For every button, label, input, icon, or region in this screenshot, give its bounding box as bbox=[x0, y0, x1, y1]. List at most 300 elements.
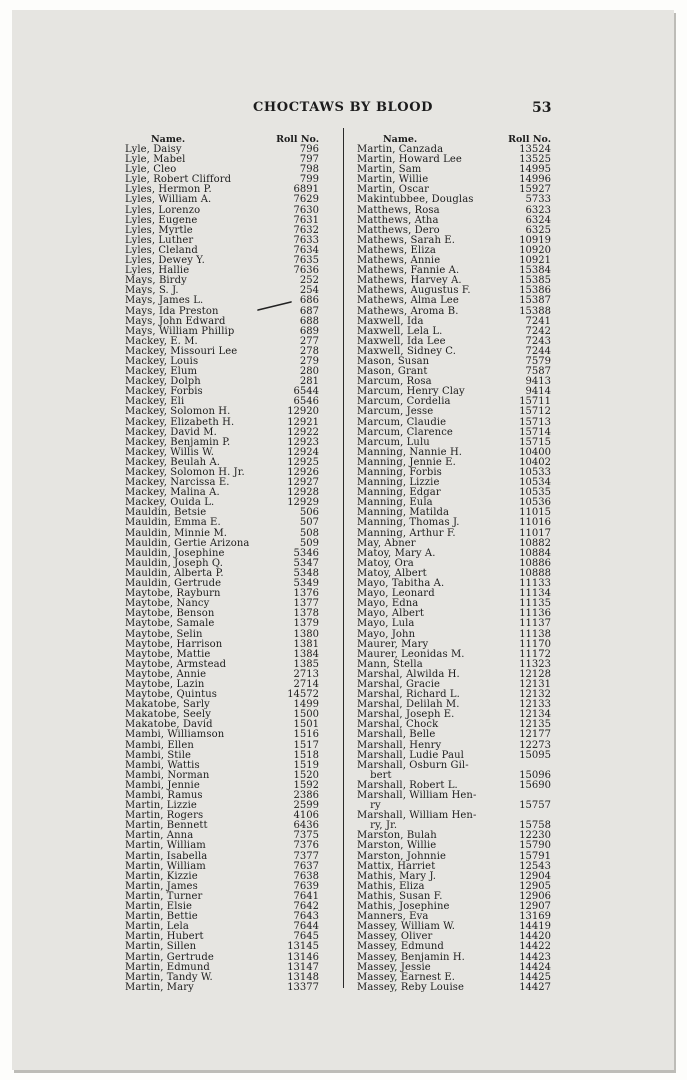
entry-roll-number: 7644 bbox=[293, 921, 319, 933]
entry-name: Mauldin, Minnie M. bbox=[125, 527, 228, 539]
entry-roll-number: 15690 bbox=[519, 779, 551, 791]
entry-name: Mays, Birdy bbox=[125, 275, 187, 287]
entry-name: Manning, Jennie E. bbox=[357, 456, 456, 468]
entry-name: Mays, William Phillip bbox=[125, 325, 235, 337]
entry-name: Marshall, William Hen- bbox=[357, 810, 477, 822]
entry-name: Martin, William bbox=[125, 860, 206, 872]
entry-name: Lyle, Mabel bbox=[125, 154, 186, 166]
entry-name: Marston, Willie bbox=[357, 840, 437, 852]
entry-roll-number: 12134 bbox=[519, 709, 551, 721]
entry-roll-number: 15757 bbox=[519, 800, 551, 812]
entry-roll-number: 15385 bbox=[519, 275, 551, 287]
entry-roll-number: 280 bbox=[299, 366, 319, 378]
entry-name: Mays, S. J. bbox=[125, 285, 179, 297]
entry-roll-number: 7636 bbox=[293, 265, 319, 277]
entry-roll-number: 12928 bbox=[287, 487, 319, 499]
entry-roll-number: 12135 bbox=[519, 719, 551, 731]
roll-entry bbox=[125, 983, 319, 993]
entry-name: Mauldin, Alberta P. bbox=[125, 567, 224, 579]
entry-roll-number: 10882 bbox=[519, 537, 551, 549]
entry-roll-number: 12907 bbox=[519, 901, 551, 913]
entry-roll-number: 13146 bbox=[287, 951, 319, 963]
entry-name: Manning, Nannie H. bbox=[357, 446, 463, 458]
roll-entry bbox=[125, 296, 319, 306]
entry-name: Mackey, Eli bbox=[125, 396, 185, 408]
entry-roll-number: 14425 bbox=[519, 971, 551, 983]
entry-roll-number: 12922 bbox=[287, 426, 319, 438]
entry-roll-number: 14420 bbox=[519, 931, 551, 943]
entry-roll-number: 10402 bbox=[519, 456, 551, 468]
entry-roll-number: 5347 bbox=[293, 557, 319, 569]
entry-roll-number: 12906 bbox=[519, 890, 551, 902]
entry-roll-number: 11138 bbox=[519, 628, 551, 640]
roll-header: Roll No. bbox=[508, 134, 551, 145]
entry-name: Marcum, Lulu bbox=[357, 436, 430, 448]
entry-name: Marshal, Alwilda H. bbox=[357, 668, 460, 680]
entry-name: Martin, Gertrude bbox=[125, 951, 214, 963]
entry-name: Massey, William W. bbox=[357, 921, 456, 933]
entry-roll-number: 687 bbox=[299, 305, 319, 317]
entry-roll-number: 10920 bbox=[519, 244, 551, 256]
entry-roll-number: 12128 bbox=[519, 668, 551, 680]
entry-name: Mayo, Albert bbox=[357, 608, 424, 620]
entry-name: Manners, Eva bbox=[357, 911, 429, 923]
entry-name: Maytobe, Rayburn bbox=[125, 588, 221, 600]
entry-roll-number: 12927 bbox=[287, 477, 319, 489]
entry-name: bert bbox=[357, 769, 392, 781]
entry-roll-number: 7635 bbox=[293, 255, 319, 267]
entry-roll-number: 278 bbox=[299, 345, 319, 357]
entry-name: Mackey, Missouri Lee bbox=[125, 345, 238, 357]
entry-roll-number: 14424 bbox=[519, 961, 551, 973]
entry-roll-number: 506 bbox=[299, 507, 319, 519]
entry-roll-number: 7375 bbox=[293, 830, 319, 842]
entry-roll-number: 14422 bbox=[519, 941, 551, 953]
entry-name: ry, Jr. bbox=[357, 820, 398, 832]
entry-roll-number: 11323 bbox=[519, 658, 551, 670]
entry-roll-number: 14419 bbox=[519, 921, 551, 933]
right-entries bbox=[357, 145, 551, 993]
entry-roll-number: 6436 bbox=[293, 820, 319, 832]
entry-name: Martin, Canzada bbox=[357, 144, 444, 155]
entry-roll-number: 15714 bbox=[519, 426, 551, 438]
entry-name: Mambi, Ramus bbox=[125, 790, 203, 801]
left-column bbox=[125, 134, 319, 993]
entry-name: Mackey, Forbis bbox=[125, 386, 203, 398]
entry-roll-number: 13147 bbox=[287, 961, 319, 973]
entry-name: Mayo, Lula bbox=[357, 618, 415, 630]
entry-name: Martin, Turner bbox=[125, 890, 203, 902]
entry-name: Mackey, Beulah A. bbox=[125, 456, 221, 468]
entry-roll-number: 797 bbox=[299, 154, 319, 166]
entry-roll-number: 15758 bbox=[519, 820, 551, 832]
entry-roll-number: 1376 bbox=[293, 588, 319, 600]
entry-name: Mayo, John bbox=[357, 628, 416, 640]
entry-roll-number: 11133 bbox=[519, 578, 551, 590]
entry-roll-number: 507 bbox=[299, 517, 319, 529]
entry-name: Mackey, Louis bbox=[125, 355, 199, 367]
entry-name: Mackey, David M. bbox=[125, 426, 217, 438]
entry-name: Martin, Anna bbox=[125, 830, 194, 842]
entry-name: Marshall, Henry bbox=[357, 739, 442, 751]
entry-roll-number: 12923 bbox=[287, 436, 319, 448]
entry-name: Maurer, Mary bbox=[357, 638, 429, 650]
entry-roll-number: 1500 bbox=[293, 709, 319, 721]
entry-roll-number: 7637 bbox=[293, 860, 319, 872]
entry-name: Mackey, Ouida L. bbox=[125, 497, 215, 509]
entry-name: Marcum, Jesse bbox=[357, 406, 434, 418]
entry-roll-number: 12926 bbox=[287, 467, 319, 478]
roll-entry bbox=[357, 296, 551, 306]
entry-roll-number: 2599 bbox=[293, 800, 319, 812]
entry-roll-number: 7632 bbox=[293, 224, 319, 236]
entry-roll-number: 14995 bbox=[519, 164, 551, 176]
entry-name: Maxwell, Sidney C. bbox=[357, 345, 456, 357]
entry-name: Martin, Hubert bbox=[125, 931, 204, 943]
entry-name: Lyles, Lorenzo bbox=[125, 204, 201, 216]
entry-roll-number: 1385 bbox=[293, 658, 319, 670]
entry-name: Mackey, Elum bbox=[125, 366, 198, 378]
entry-name: Massey, Oliver bbox=[357, 931, 433, 943]
right-column bbox=[357, 134, 551, 993]
entry-roll-number: 2386 bbox=[293, 790, 319, 801]
entry-roll-number: 9414 bbox=[525, 386, 551, 398]
entry-roll-number: 7639 bbox=[293, 880, 319, 892]
entry-name: Mauldin, Emma E. bbox=[125, 517, 221, 529]
entry-name: Martin, James bbox=[125, 880, 198, 892]
entry-roll-number: 12904 bbox=[519, 870, 551, 882]
entry-name: Martin, Lela bbox=[125, 921, 189, 933]
entry-roll-number: 2713 bbox=[293, 668, 319, 680]
entry-name: Matthews, Dero bbox=[357, 224, 440, 236]
entry-name: Mackey, Dolph bbox=[125, 376, 201, 388]
entry-name: Makatobe, David bbox=[125, 719, 213, 731]
entry-name: Marcum, Claudie bbox=[357, 416, 447, 428]
entry-name: Mackey, Malina A. bbox=[125, 487, 220, 499]
entry-roll-number: 5348 bbox=[293, 567, 319, 579]
entry-name: Mays, John Edward bbox=[125, 315, 226, 327]
entry-name: Massey, Edmund bbox=[357, 941, 444, 953]
entry-roll-number: 254 bbox=[299, 285, 319, 297]
entry-name: Marshall, Belle bbox=[357, 729, 436, 741]
entry-name: Massey, Jessie bbox=[357, 961, 431, 973]
entry-roll-number: 15791 bbox=[519, 850, 551, 862]
entry-name: Mathews, Alma Lee bbox=[357, 295, 459, 307]
roll-header: Roll No. bbox=[276, 134, 319, 145]
entry-name: Mays, James L. bbox=[125, 295, 204, 307]
entry-name: Makintubbee, Douglas bbox=[357, 194, 474, 206]
page-number: 53 bbox=[532, 100, 552, 116]
entry-name: Mathews, Fannie A. bbox=[357, 265, 460, 277]
entry-name: Massey, Reby Louise bbox=[357, 981, 464, 993]
entry-name: Lyles, Luther bbox=[125, 234, 194, 246]
entry-roll-number: 12920 bbox=[287, 406, 319, 418]
entry-roll-number: 7629 bbox=[293, 194, 319, 206]
entry-name: Mauldin, Gertie Arizona bbox=[125, 537, 250, 549]
entry-name: Marston, Bulah bbox=[357, 830, 437, 842]
entry-roll-number: 7630 bbox=[293, 204, 319, 216]
entry-roll-number: 15711 bbox=[519, 396, 551, 408]
entry-roll-number: 7243 bbox=[525, 335, 551, 347]
entry-name: Mauldin, Gertrude bbox=[125, 578, 222, 590]
entry-roll-number: 7376 bbox=[293, 840, 319, 852]
entry-roll-number: 15712 bbox=[519, 406, 551, 418]
entry-name: Maxwell, Ida bbox=[357, 315, 424, 327]
entry-name: Marcum, Henry Clay bbox=[357, 386, 465, 398]
entry-roll-number: 2714 bbox=[293, 678, 319, 690]
entry-roll-number: 15387 bbox=[519, 295, 551, 307]
entry-name: Mayo, Edna bbox=[357, 598, 419, 610]
roll-entry bbox=[357, 983, 551, 993]
entry-roll-number: 508 bbox=[299, 527, 319, 539]
entry-roll-number: 7241 bbox=[525, 315, 551, 327]
entry-roll-number: 11015 bbox=[519, 507, 551, 519]
entry-roll-number: 6546 bbox=[293, 396, 319, 408]
entry-roll-number: 7579 bbox=[525, 355, 551, 367]
entry-name: Maxwell, Lela L. bbox=[357, 325, 443, 337]
entry-roll-number: 11137 bbox=[519, 618, 551, 630]
name-header: Name. bbox=[383, 134, 418, 145]
entry-name: Martin, Kizzie bbox=[125, 870, 198, 882]
entry-name: Mambi, Jennie bbox=[125, 779, 200, 791]
entry-name: Mays, Ida Preston bbox=[125, 305, 219, 317]
entry-name: Martin, William bbox=[125, 840, 206, 852]
entry-name: Manning, Arthur F. bbox=[357, 527, 456, 539]
entry-roll-number: 6325 bbox=[525, 224, 551, 236]
entry-name: Mayo, Tabitha A. bbox=[357, 578, 445, 590]
left-entries bbox=[125, 145, 319, 993]
entry-name: Marshal, Delilah M. bbox=[357, 699, 460, 711]
entry-name: Lyles, Hallie bbox=[125, 265, 190, 277]
entry-name: Lyles, Myrtle bbox=[125, 224, 193, 236]
entry-name: Mambi, Stile bbox=[125, 749, 192, 761]
entry-name: Maytobe, Samale bbox=[125, 618, 215, 630]
entry-roll-number: 12133 bbox=[519, 699, 551, 711]
entry-name: Mauldin, Betsie bbox=[125, 507, 207, 519]
entry-name: Mayo, Leonard bbox=[357, 588, 435, 600]
entry-roll-number: 1518 bbox=[293, 749, 319, 761]
entry-roll-number: 6323 bbox=[525, 204, 551, 216]
entry-roll-number: 6891 bbox=[293, 184, 319, 196]
entry-roll-number: 7587 bbox=[525, 366, 551, 378]
entry-roll-number: 15384 bbox=[519, 265, 551, 277]
entry-roll-number: 13145 bbox=[287, 941, 319, 953]
entry-roll-number: 252 bbox=[299, 275, 319, 287]
entry-roll-number: 509 bbox=[299, 537, 319, 549]
entry-roll-number: 1384 bbox=[293, 648, 319, 660]
entry-roll-number: 5733 bbox=[525, 194, 551, 206]
entry-roll-number: 686 bbox=[299, 295, 319, 307]
entry-name: Maytobe, Armstead bbox=[125, 658, 227, 670]
entry-roll-number: 12929 bbox=[287, 497, 319, 509]
entry-name: Martin, Sam bbox=[357, 164, 422, 176]
entry-name: Marshal, Chock bbox=[357, 719, 439, 731]
entry-name: Matthews, Atha bbox=[357, 214, 439, 226]
entry-name: Matoy, Ora bbox=[357, 557, 414, 569]
entry-name: May, Abner bbox=[357, 537, 416, 549]
entry-roll-number: 7377 bbox=[293, 850, 319, 862]
entry-roll-number: 1377 bbox=[293, 598, 319, 610]
entry-name: Lyles, Dewey Y. bbox=[125, 255, 205, 267]
entry-name: Mambi, Norman bbox=[125, 769, 210, 781]
entry-name: Lyle, Daisy bbox=[125, 144, 182, 155]
entry-roll-number: 688 bbox=[299, 315, 319, 327]
entry-roll-number: 1592 bbox=[293, 779, 319, 791]
entry-name: Lyles, Eugene bbox=[125, 214, 198, 226]
entry-roll-number: 7634 bbox=[293, 244, 319, 256]
entry-name: Manning, Edgar bbox=[357, 487, 441, 499]
entry-roll-number: 11134 bbox=[519, 588, 551, 600]
entry-roll-number: 1516 bbox=[293, 729, 319, 741]
entry-roll-number: 15713 bbox=[519, 416, 551, 428]
entry-roll-number: 11017 bbox=[519, 527, 551, 539]
entry-name: Mason, Susan bbox=[357, 355, 430, 367]
entry-roll-number: 7631 bbox=[293, 214, 319, 226]
entry-roll-number: 10534 bbox=[519, 477, 551, 489]
entry-name: Lyles, Hermon P. bbox=[125, 184, 212, 196]
roll-entry bbox=[125, 942, 319, 952]
entry-roll-number: 9413 bbox=[525, 376, 551, 388]
entry-roll-number: 7633 bbox=[293, 234, 319, 246]
entry-roll-number: 7643 bbox=[293, 911, 319, 923]
entry-name: Martin, Bennett bbox=[125, 820, 208, 832]
entry-name: Lyle, Robert Clifford bbox=[125, 174, 232, 186]
entry-roll-number: 12925 bbox=[287, 456, 319, 468]
entry-roll-number: 10921 bbox=[519, 255, 551, 267]
entry-name: Maurer, Leonidas M. bbox=[357, 648, 465, 660]
entry-name: Martin, Rogers bbox=[125, 810, 204, 822]
entry-roll-number: 5349 bbox=[293, 578, 319, 590]
entry-roll-number: 14996 bbox=[519, 174, 551, 186]
entry-roll-number: 12905 bbox=[519, 880, 551, 892]
entry-name: Mambi, Wattis bbox=[125, 759, 200, 771]
entry-roll-number: 11136 bbox=[519, 608, 551, 620]
entry-name: Marshall, William Hen- bbox=[357, 790, 477, 801]
entry-roll-number: 1501 bbox=[293, 719, 319, 731]
entry-name: Lyles, William A. bbox=[125, 194, 212, 206]
entry-name: Maytobe, Selin bbox=[125, 628, 203, 640]
entry-roll-number: 10400 bbox=[519, 446, 551, 458]
entry-name: Mathews, Sarah E. bbox=[357, 234, 455, 246]
entry-roll-number: 13525 bbox=[519, 154, 551, 166]
entry-roll-number: 1517 bbox=[293, 739, 319, 751]
entry-name: Martin, Sillen bbox=[125, 941, 197, 953]
page-header bbox=[12, 100, 674, 118]
entry-roll-number: 10888 bbox=[519, 567, 551, 579]
roll-entry bbox=[357, 619, 551, 629]
entry-name: Mackey, Willis W. bbox=[125, 446, 215, 458]
entry-roll-number: 12543 bbox=[519, 860, 551, 872]
name-header: Name. bbox=[151, 134, 186, 145]
entry-name: Marshall, Robert L. bbox=[357, 779, 458, 791]
entry-name: Maytobe, Benson bbox=[125, 608, 215, 620]
entry-name: Martin, Willie bbox=[357, 174, 429, 186]
entry-roll-number: 10533 bbox=[519, 467, 551, 478]
entry-name: Martin, Howard Lee bbox=[357, 154, 462, 166]
entry-roll-number: 15715 bbox=[519, 436, 551, 448]
entry-name: Matthews, Rosa bbox=[357, 204, 440, 216]
entry-name: Mauldin, Joseph Q. bbox=[125, 557, 224, 569]
entry-roll-number: 1381 bbox=[293, 638, 319, 650]
entry-name: Manning, Matilda bbox=[357, 507, 450, 519]
entry-roll-number: 4106 bbox=[293, 810, 319, 822]
entry-roll-number: 11135 bbox=[519, 598, 551, 610]
entry-name: Marshal, Joseph E. bbox=[357, 709, 455, 721]
entry-roll-number: 7242 bbox=[525, 325, 551, 337]
entry-name: Mathews, Harvey A. bbox=[357, 275, 462, 287]
entry-roll-number: 12131 bbox=[519, 678, 551, 690]
entry-name: Maytobe, Nancy bbox=[125, 598, 210, 610]
entry-roll-number: 10919 bbox=[519, 234, 551, 246]
entry-roll-number: 10535 bbox=[519, 487, 551, 499]
entry-name: Mathews, Eliza bbox=[357, 244, 436, 256]
entry-name: Massey, Benjamin H. bbox=[357, 951, 465, 963]
entry-roll-number: 11170 bbox=[519, 638, 551, 650]
entry-name: Marshal, Richard L. bbox=[357, 689, 460, 701]
entry-roll-number: 279 bbox=[299, 355, 319, 367]
entry-name: Mason, Grant bbox=[357, 366, 428, 378]
entry-name: Makatobe, Seely bbox=[125, 709, 211, 721]
entry-name: Lyles, Cleland bbox=[125, 244, 198, 256]
entry-name: Martin, Edmund bbox=[125, 961, 210, 973]
entry-roll-number: 15388 bbox=[519, 305, 551, 317]
entry-roll-number: 12230 bbox=[519, 830, 551, 842]
entry-name: Mathis, Susan F. bbox=[357, 890, 443, 902]
entry-name: Martin, Oscar bbox=[357, 184, 429, 196]
entry-roll-number: 1499 bbox=[293, 699, 319, 711]
entry-roll-number: 12273 bbox=[519, 739, 551, 751]
entry-name: Mauldin, Josephine bbox=[125, 547, 225, 559]
entry-roll-number: 12177 bbox=[519, 729, 551, 741]
entry-name: Massey, Earnest E. bbox=[357, 971, 456, 983]
entry-name: Mathews, Augustus F. bbox=[357, 285, 471, 297]
entry-roll-number: 1379 bbox=[293, 618, 319, 630]
entry-name: Mackey, Benjamin P. bbox=[125, 436, 231, 448]
entry-name: Mann, Stella bbox=[357, 658, 423, 670]
entry-name: Manning, Lizzie bbox=[357, 477, 440, 489]
entry-roll-number: 1378 bbox=[293, 608, 319, 620]
entry-roll-number: 12924 bbox=[287, 446, 319, 458]
entry-roll-number: 796 bbox=[299, 144, 319, 155]
entry-name: Mambi, Williamson bbox=[125, 729, 225, 741]
entry-roll-number: 14427 bbox=[519, 981, 551, 993]
entry-roll-number: 281 bbox=[299, 376, 319, 388]
entry-name: Mackey, Narcissa E. bbox=[125, 477, 230, 489]
entry-name: Mackey, Solomon H. Jr. bbox=[125, 467, 245, 478]
entry-name: Mathews, Annie bbox=[357, 255, 441, 267]
entry-roll-number: 15790 bbox=[519, 840, 551, 852]
entry-roll-number: 15096 bbox=[519, 769, 551, 781]
entry-roll-number: 5346 bbox=[293, 547, 319, 559]
entry-name: Manning, Eula bbox=[357, 497, 433, 509]
roll-entry bbox=[125, 619, 319, 629]
entry-name: Matoy, Albert bbox=[357, 567, 427, 579]
entry-roll-number: 7641 bbox=[293, 890, 319, 902]
entry-roll-number: 13524 bbox=[519, 144, 551, 155]
entry-roll-number: 11172 bbox=[519, 648, 551, 660]
entry-name: Martin, Bettie bbox=[125, 911, 198, 923]
entry-roll-number: 6544 bbox=[293, 386, 319, 398]
entry-name: Marcum, Clarence bbox=[357, 426, 453, 438]
document-page bbox=[12, 10, 674, 1070]
entry-roll-number: 11016 bbox=[519, 517, 551, 529]
entry-name: Marshall, Ludie Paul bbox=[357, 749, 464, 761]
entry-name: Maytobe, Quintus bbox=[125, 689, 218, 701]
entry-roll-number: 15095 bbox=[519, 749, 551, 761]
page-title: CHOCTAWS BY BLOOD bbox=[252, 100, 434, 115]
entry-roll-number: 10536 bbox=[519, 497, 551, 509]
entry-name: Marcum, Rosa bbox=[357, 376, 432, 388]
